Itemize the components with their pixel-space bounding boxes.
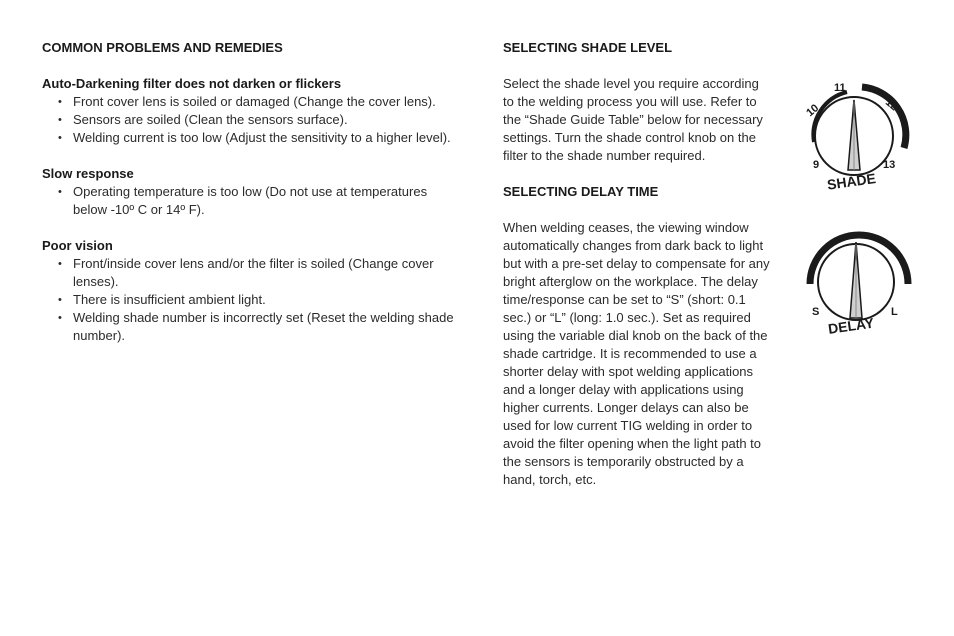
bullet-icon: • [58,96,62,108]
bullet-icon: • [58,132,62,144]
list-item [42,111,462,129]
delay-dial [804,222,916,334]
bullet-icon: • [58,294,62,306]
section-title: Slow response [42,166,134,181]
sections [42,75,462,345]
section-title: Poor vision [42,238,113,253]
delay-heading: SELECTING DELAY TIME [503,184,659,199]
bullet-list [42,93,462,147]
list-item-text: Welding current is too low (Adjust the sensitivity to a higher level). [73,130,451,145]
list-item [42,255,462,291]
bullet-list [42,255,462,345]
delay-paragraph: When welding ceases, the viewing window automatically changes from dark back to light but with a pre-set delay to compensate for any bright afterglow on the workplace. The delay time/response can be set to “S” (short: 0.1 sec.) or “L” (long: 1.0 sec.). Set as required using the variable dial knob on the back of the shade cartridge. It is recommended to use a shorter delay with spot welding applications and a longer delay with applications using higher currents. Longer delays can also be used for low current TIG welding in order to avoid the filter opening when the light path to the sensors is temporarily obstructed by a hand, torch, etc. [503,220,770,487]
section-title: Auto-Darkening filter does not darken or flickers [42,76,342,91]
bullet-icon: • [58,312,62,324]
delay-mark-s: S [812,306,820,318]
shade-dial [800,78,914,190]
shade-paragraph: Select the shade level you require according to the welding process you will use. Refer to the “Shade Guide Table” below for necessary settings. Turn the shade control knob on the filter to the shade number required. [503,76,763,163]
list-item [42,93,462,111]
right-column [503,39,775,489]
bullet-list [42,183,462,219]
list-item-text: Sensors are soiled (Clean the sensors surface). [73,112,348,127]
list-item-text: Front/inside cover lens and/or the filter is soiled (Change cover lenses). [73,256,434,289]
shade-label: SHADE [826,170,877,190]
list-item-text: There is insufficient ambient light. [73,292,266,307]
left-column [42,39,462,345]
list-item [42,291,462,309]
shade-mark-10: 10 [804,102,822,120]
shade-mark-11: 11 [834,82,846,94]
shade-mark-13: 13 [883,159,896,171]
list-item-text: Operating temperature is too low (Do not use at temperatures below -10º C or 14º F). [73,184,428,217]
list-item-text: Front cover lens is soiled or damaged (Change the cover lens). [73,94,436,109]
list-item [42,309,462,345]
list-item [42,129,462,147]
shade-mark-9: 9 [813,159,820,171]
bullet-icon: • [58,186,62,198]
list-item [42,183,462,219]
delay-label: DELAY [827,314,875,334]
list-item-text: Welding shade number is incorrectly set (Reset the welding shade number). [73,310,454,343]
bullet-icon: • [58,114,62,126]
bullet-icon: • [58,258,62,270]
shade-heading: SELECTING SHADE LEVEL [503,40,673,55]
delay-mark-l: L [891,306,898,318]
shade-mark-12: 12 [882,96,901,114]
page-heading: COMMON PROBLEMS AND REMEDIES [42,40,283,55]
